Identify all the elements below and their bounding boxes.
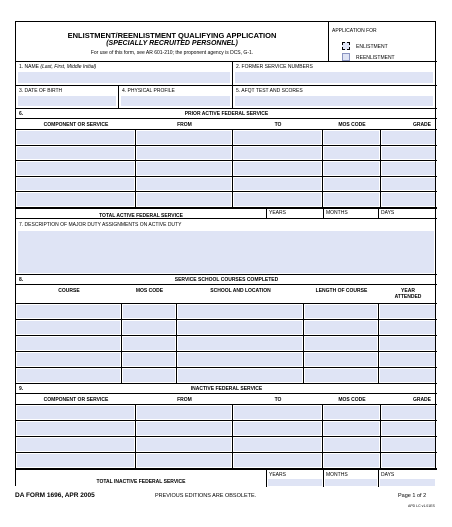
s8-grid-input[interactable]: [305, 337, 377, 350]
s9-grid-cell: [233, 453, 323, 469]
afqt-input[interactable]: [235, 96, 433, 106]
s9-total-divider-2: [323, 470, 324, 487]
s6-grid-input[interactable]: [324, 193, 379, 206]
section6-columns: [16, 119, 437, 130]
s9-grid-input[interactable]: [382, 406, 435, 419]
form-subtitle: (SPECIALLY RECRUITED PERSONNEL): [106, 40, 238, 47]
s9-grid-input[interactable]: [137, 454, 231, 467]
s9-col-grade: GRADE: [412, 397, 431, 403]
s9-years-label: YEARS: [269, 472, 286, 478]
s6-total-divider-2: [323, 208, 324, 219]
s9-grid-cell: [323, 437, 381, 453]
s9-grid-input[interactable]: [234, 438, 321, 451]
s9-grid-cell: [323, 421, 381, 437]
s9-col-to: TO: [274, 397, 282, 403]
s6-grid-cell: [381, 177, 437, 193]
s6-grid-input[interactable]: [382, 193, 435, 206]
s8-col-mos: MOS CODE: [135, 288, 164, 294]
s6-grid-input[interactable]: [324, 131, 379, 144]
s6-grid-input[interactable]: [17, 162, 134, 175]
s9-years-input[interactable]: [268, 479, 322, 486]
name-label: 1. NAME: [19, 64, 40, 70]
s8-grid-input[interactable]: [380, 305, 435, 318]
s8-grid-input[interactable]: [17, 353, 120, 366]
s6-grid-cell: [16, 130, 136, 146]
s9-grid-input[interactable]: [382, 454, 435, 467]
profile-cell: [119, 86, 233, 108]
enlistment-checkbox[interactable]: [342, 42, 350, 50]
s9-grid-input[interactable]: [17, 406, 134, 419]
s8-grid-cell: [16, 304, 122, 320]
s9-grid-input[interactable]: [137, 406, 231, 419]
s9-grid-cell: [16, 453, 136, 469]
s8-grid-input[interactable]: [178, 369, 302, 382]
s6-months-label: MONTHS: [326, 210, 348, 216]
section8-grid: [16, 304, 437, 384]
s6-total-divider: [266, 208, 267, 219]
s8-grid-cell: [122, 336, 177, 352]
s9-total-divider-3: [378, 470, 379, 487]
row-name: [16, 62, 437, 86]
section9-number: 9.: [19, 386, 24, 392]
s8-grid-cell: [304, 352, 379, 368]
s8-grid-input[interactable]: [305, 305, 377, 318]
s9-total-divider: [266, 470, 267, 487]
s8-grid-cell: [122, 368, 177, 384]
section6-title-bar: [16, 109, 437, 119]
section8-title: SERVICE SCHOOL COURSES COMPLETED: [174, 277, 279, 283]
s6-grid-cell: [323, 192, 381, 208]
s6-grid-input[interactable]: [137, 162, 231, 175]
s9-grid-cell: [136, 437, 233, 453]
s9-grid-input[interactable]: [137, 438, 231, 451]
s8-grid-input[interactable]: [305, 369, 377, 382]
s6-grid-cell: [136, 146, 233, 162]
s6-grid-input[interactable]: [234, 162, 321, 175]
s8-grid-input[interactable]: [380, 321, 435, 334]
s8-grid-cell: [122, 320, 177, 336]
s6-col-to: TO: [274, 122, 282, 128]
service-numbers-input[interactable]: [235, 72, 433, 83]
s9-grid-cell: [381, 453, 437, 469]
s6-col-component: COMPONENT OR SERVICE: [43, 122, 109, 128]
s9-grid-input[interactable]: [17, 454, 134, 467]
s8-grid-cell: [177, 304, 304, 320]
s9-grid-cell: [16, 437, 136, 453]
s9-months-label: MONTHS: [326, 472, 348, 478]
s6-grid-input[interactable]: [382, 178, 435, 191]
section8-columns: [16, 285, 437, 304]
s9-col-from: FROM: [177, 397, 192, 403]
s8-col-course: COURSE: [58, 288, 80, 294]
dob-cell: [16, 86, 119, 108]
s9-grid-cell: [233, 437, 323, 453]
s8-grid-input[interactable]: [17, 337, 120, 350]
s8-grid-cell: [16, 368, 122, 384]
s8-grid-cell: [177, 320, 304, 336]
s9-grid-cell: [16, 421, 136, 437]
row-dob: [16, 86, 437, 109]
s6-grid-input[interactable]: [234, 147, 321, 160]
section6-total-row: [16, 208, 437, 219]
s8-grid-input[interactable]: [305, 321, 377, 334]
form-note: For use of this form, see AR 601-210; the proponent agency is DCS, G-1.: [90, 50, 254, 56]
section8-title-bar: [16, 275, 437, 285]
afqt-cell: [233, 86, 437, 108]
duty-description-input[interactable]: [18, 231, 434, 273]
s6-grid-input[interactable]: [382, 147, 435, 160]
s8-grid-input[interactable]: [17, 305, 120, 318]
s6-grid-cell: [323, 177, 381, 193]
s6-grid-cell: [323, 130, 381, 146]
s6-total-label: TOTAL ACTIVE FEDERAL SERVICE: [99, 213, 183, 219]
s9-grid-cell: [136, 421, 233, 437]
s9-grid-input[interactable]: [324, 406, 379, 419]
profile-label: 4. PHYSICAL PROFILE: [122, 88, 175, 94]
s8-col-attended: ATTENDED: [394, 294, 422, 300]
section9-title: INACTIVE FEDERAL SERVICE: [190, 386, 263, 392]
s6-grid-cell: [233, 146, 323, 162]
s9-col-mos: MOS CODE: [338, 397, 366, 403]
s6-grid-input[interactable]: [234, 131, 321, 144]
form-header: [16, 22, 437, 62]
s8-col-year: YEAR: [401, 288, 415, 294]
s6-years-label: YEARS: [269, 210, 286, 216]
s6-grid-cell: [233, 130, 323, 146]
s8-grid-cell: [122, 352, 177, 368]
s8-grid-input[interactable]: [123, 369, 175, 382]
s9-grid-cell: [323, 405, 381, 421]
s6-grid-cell: [136, 161, 233, 177]
s8-grid-input[interactable]: [178, 353, 302, 366]
afqt-label: 5. AFQT TEST AND SCORES: [236, 88, 303, 94]
s6-total-divider-3: [378, 208, 379, 219]
s9-grid-cell: [381, 421, 437, 437]
section8-number: 8.: [19, 277, 24, 283]
s6-grid-input[interactable]: [324, 162, 379, 175]
s6-grid-cell: [233, 192, 323, 208]
s6-grid-input[interactable]: [17, 131, 134, 144]
s9-grid-cell: [323, 453, 381, 469]
s6-grid-input[interactable]: [234, 178, 321, 191]
section9-total-row: [16, 469, 437, 487]
s6-grid-cell: [16, 146, 136, 162]
s8-grid-input[interactable]: [123, 305, 175, 318]
s9-grid-input[interactable]: [234, 422, 321, 435]
s8-grid-cell: [16, 352, 122, 368]
s8-grid-cell: [304, 304, 379, 320]
s6-grid-input[interactable]: [17, 193, 134, 206]
s8-grid-input[interactable]: [178, 337, 302, 350]
service-numbers-cell: [233, 62, 437, 85]
s9-grid-input[interactable]: [137, 422, 231, 435]
s8-col-length: LENGTH OF COURSE: [315, 288, 368, 294]
s9-grid-cell: [136, 453, 233, 469]
section9-title-bar: [16, 383, 437, 394]
s8-grid-cell: [379, 352, 437, 368]
s8-grid-cell: [379, 320, 437, 336]
s6-col-from: FROM: [177, 122, 192, 128]
service-numbers-label: 2. FORMER SERVICE NUMBERS: [236, 64, 313, 70]
s6-grid-cell: [136, 177, 233, 193]
s6-grid-input[interactable]: [382, 131, 435, 144]
reenlistment-label: REENLISTMENT: [356, 55, 395, 61]
s8-grid-input[interactable]: [380, 369, 435, 382]
name-hint: (Last, First, Middle Initial): [40, 64, 97, 70]
s6-days-label: DAYS: [381, 210, 395, 216]
page-number: Page 1 of 2: [398, 493, 427, 499]
s6-grid-cell: [323, 161, 381, 177]
s9-days-input[interactable]: [380, 479, 435, 486]
editions-note: PREVIOUS EDITIONS ARE OBSOLETE.: [155, 493, 257, 499]
section7: [16, 219, 437, 275]
dob-label: 3. DATE OF BIRTH: [19, 88, 63, 94]
section7-title: 7. DESCRIPTION OF MAJOR DUTY ASSIGNMENTS ON ACTIVE DUTY: [19, 222, 182, 228]
s8-grid-cell: [122, 304, 177, 320]
s6-grid-input[interactable]: [324, 178, 379, 191]
s9-grid-input[interactable]: [324, 454, 379, 467]
s6-grid-cell: [323, 146, 381, 162]
s9-grid-cell: [233, 421, 323, 437]
s6-grid-cell: [381, 130, 437, 146]
s6-grid-input[interactable]: [382, 162, 435, 175]
section6-number: 6.: [19, 111, 24, 117]
s6-grid-input[interactable]: [324, 147, 379, 160]
s8-grid-cell: [379, 368, 437, 384]
section6-title: PRIOR ACTIVE FEDERAL SERVICE: [184, 111, 269, 117]
s9-grid-cell: [381, 405, 437, 421]
form-frame: [15, 21, 436, 486]
name-cell: [16, 62, 233, 85]
s6-grid-cell: [136, 192, 233, 208]
s9-grid-input[interactable]: [382, 438, 435, 451]
s6-grid-input[interactable]: [137, 131, 231, 144]
s6-grid-cell: [381, 192, 437, 208]
s9-grid-input[interactable]: [17, 422, 134, 435]
s8-grid-input[interactable]: [17, 369, 120, 382]
s9-months-input[interactable]: [325, 479, 377, 486]
s9-grid-input[interactable]: [17, 438, 134, 451]
s6-grid-cell: [16, 192, 136, 208]
s9-days-label: DAYS: [381, 472, 395, 478]
s6-grid-cell: [16, 177, 136, 193]
s8-col-school: SCHOOL AND LOCATION: [210, 288, 271, 294]
s8-grid-input[interactable]: [380, 337, 435, 350]
s8-grid-input[interactable]: [123, 337, 175, 350]
s6-grid-input[interactable]: [17, 147, 134, 160]
s8-grid-input[interactable]: [305, 353, 377, 366]
s6-grid-cell: [381, 146, 437, 162]
profile-input[interactable]: [121, 96, 230, 106]
section9-columns: [16, 394, 437, 405]
form-title: ENLISTMENT/REENLISTMENT QUALIFYING APPLICATION: [67, 31, 277, 40]
s8-grid-cell: [304, 368, 379, 384]
s8-grid-cell: [304, 320, 379, 336]
s9-grid-input[interactable]: [234, 406, 321, 419]
enlistment-label: ENLISTMENT: [356, 44, 388, 50]
s8-grid-input[interactable]: [17, 321, 120, 334]
s8-grid-cell: [177, 336, 304, 352]
s6-grid-input[interactable]: [17, 178, 134, 191]
s8-grid-cell: [16, 320, 122, 336]
s6-grid-input[interactable]: [234, 193, 321, 206]
s6-grid-cell: [381, 161, 437, 177]
s8-grid-cell: [16, 336, 122, 352]
application-for-label: APPLICATION FOR: [332, 28, 377, 34]
s6-grid-input[interactable]: [137, 147, 231, 160]
s8-grid-cell: [304, 336, 379, 352]
s6-grid-cell: [16, 161, 136, 177]
s9-grid-cell: [136, 405, 233, 421]
s9-col-component: COMPONENT OR SERVICE: [43, 397, 109, 403]
header-divider: [328, 22, 329, 62]
s8-grid-cell: [177, 368, 304, 384]
s8-grid-input[interactable]: [123, 353, 175, 366]
s9-grid-input[interactable]: [324, 438, 379, 451]
section6-grid: [16, 130, 437, 208]
version-tag: APD LC v1.01ES: [408, 504, 435, 508]
s6-grid-cell: [136, 130, 233, 146]
reenlistment-checkbox[interactable]: [342, 53, 350, 61]
s8-grid-input[interactable]: [123, 321, 175, 334]
s6-grid-cell: [233, 177, 323, 193]
s6-grid-input[interactable]: [137, 178, 231, 191]
dob-input[interactable]: [18, 96, 116, 106]
s8-grid-input[interactable]: [178, 321, 302, 334]
s6-grid-cell: [233, 161, 323, 177]
s8-grid-cell: [177, 352, 304, 368]
s6-col-grade: GRADE: [412, 122, 431, 128]
s8-grid-cell: [379, 336, 437, 352]
s9-total-label: TOTAL INACTIVE FEDERAL SERVICE: [96, 479, 186, 485]
s9-grid-cell: [16, 405, 136, 421]
s8-grid-input[interactable]: [178, 305, 302, 318]
s6-col-mos: MOS CODE: [338, 122, 366, 128]
s9-grid-input[interactable]: [382, 422, 435, 435]
s9-grid-input[interactable]: [324, 422, 379, 435]
s6-grid-input[interactable]: [137, 193, 231, 206]
s9-grid-cell: [233, 405, 323, 421]
s8-grid-input[interactable]: [380, 353, 435, 366]
s8-grid-cell: [379, 304, 437, 320]
s9-grid-cell: [381, 437, 437, 453]
form-id: DA FORM 1696, APR 2005: [15, 492, 95, 499]
name-input[interactable]: [18, 72, 230, 83]
s9-grid-input[interactable]: [234, 454, 321, 467]
